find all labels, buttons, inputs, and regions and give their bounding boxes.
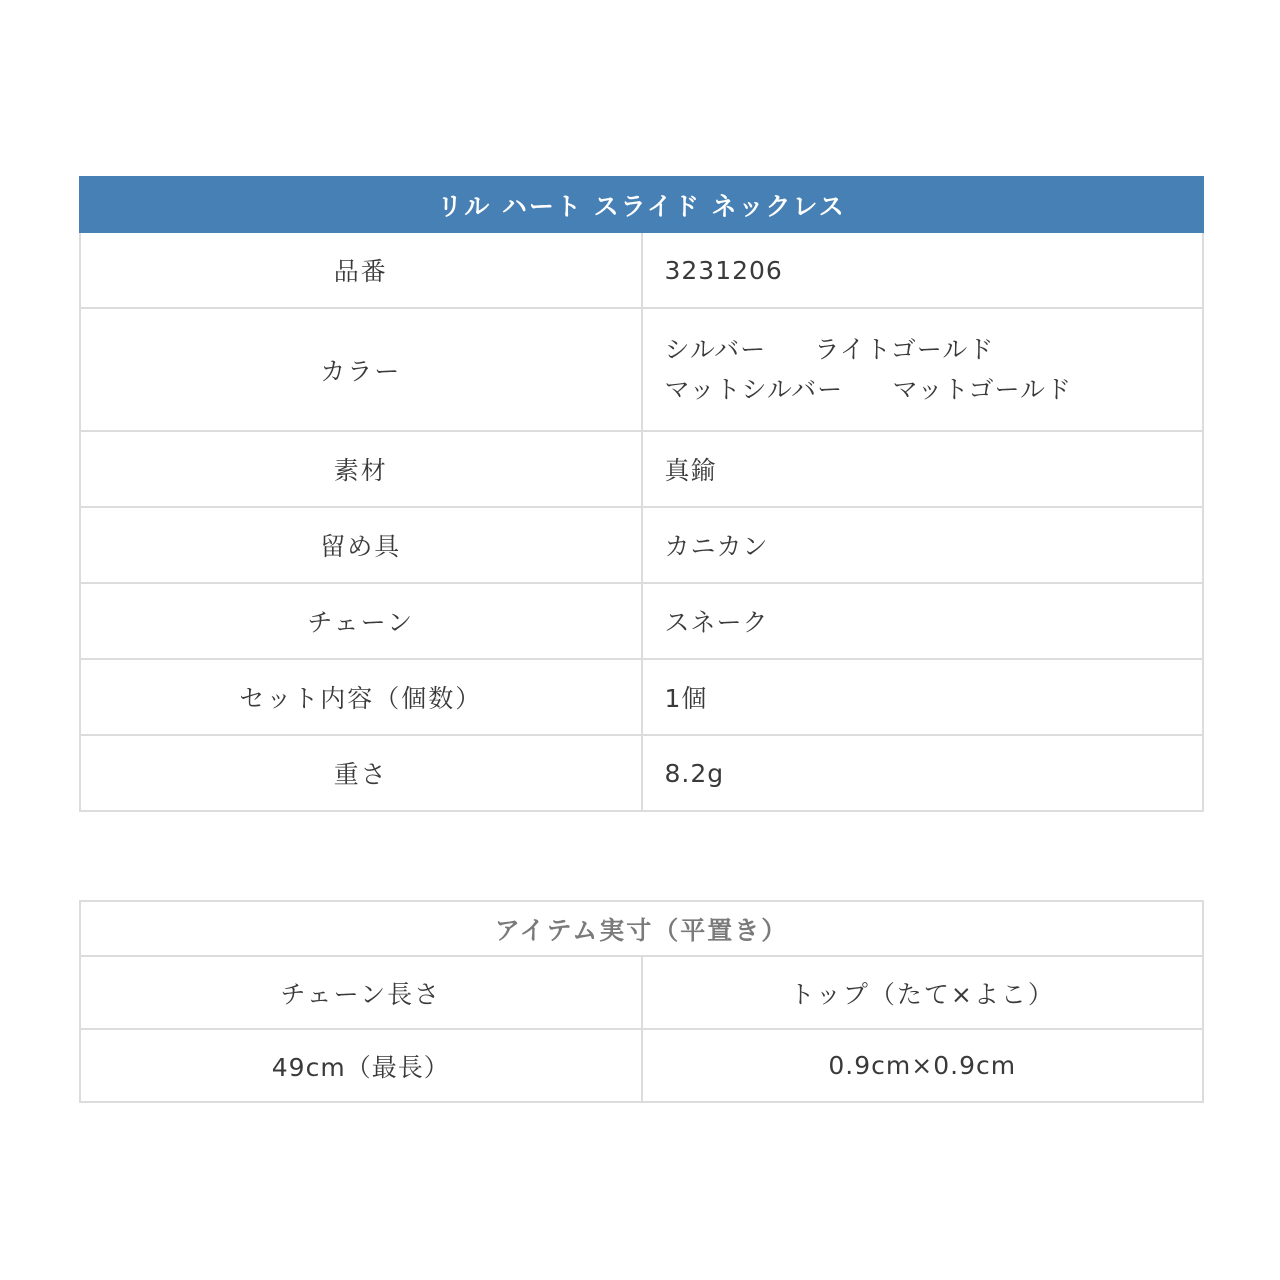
spec-row-set-contents xyxy=(80,659,1203,735)
chain-value: スネーク xyxy=(642,583,1204,659)
spec-title-row xyxy=(80,177,1203,232)
chain-label: チェーン xyxy=(80,583,642,659)
spec-row-item-number xyxy=(80,232,1203,308)
color-label: カラー xyxy=(80,308,642,431)
color-option-matte-silver: マットシルバー xyxy=(664,374,844,404)
product-title: リル ハート スライド ネックレス xyxy=(80,177,1203,232)
spec-row-material xyxy=(80,431,1203,507)
weight-value: 8.2g xyxy=(642,735,1204,811)
item-number-value: 3231206 xyxy=(642,232,1204,308)
color-line-2 xyxy=(665,370,1203,410)
spec-row-chain xyxy=(80,583,1203,659)
material-label: 素材 xyxy=(80,431,642,507)
material-value: 真鍮 xyxy=(642,431,1204,507)
clasp-label: 留め具 xyxy=(80,507,642,583)
chain-length-header: チェーン長さ xyxy=(80,956,642,1029)
color-option-matte-gold: マットゴールド xyxy=(892,374,1073,404)
color-values xyxy=(642,308,1204,431)
set-contents-value: 1個 xyxy=(642,659,1204,735)
size-title-row xyxy=(80,901,1203,956)
color-line-1 xyxy=(665,330,1203,370)
set-contents-label: セット内容（個数） xyxy=(80,659,642,735)
spec-row-clasp xyxy=(80,507,1203,583)
spec-table xyxy=(79,176,1204,812)
spec-row-color xyxy=(80,308,1203,431)
size-value-row xyxy=(80,1029,1203,1102)
weight-label: 重さ xyxy=(80,735,642,811)
size-header-row xyxy=(80,956,1203,1029)
chain-length-value: 49cm（最長） xyxy=(80,1029,642,1102)
top-size-header: トップ（たて×よこ） xyxy=(642,956,1204,1029)
color-option-light-gold: ライトゴールド xyxy=(814,334,995,364)
size-title: アイテム実寸（平置き） xyxy=(80,901,1203,956)
clasp-value: カニカン xyxy=(642,507,1204,583)
top-size-value: 0.9cm×0.9cm xyxy=(642,1029,1204,1102)
spec-row-weight xyxy=(80,735,1203,811)
item-number-label: 品番 xyxy=(80,232,642,308)
size-table xyxy=(79,900,1204,1103)
color-option-silver: シルバー xyxy=(664,334,767,364)
